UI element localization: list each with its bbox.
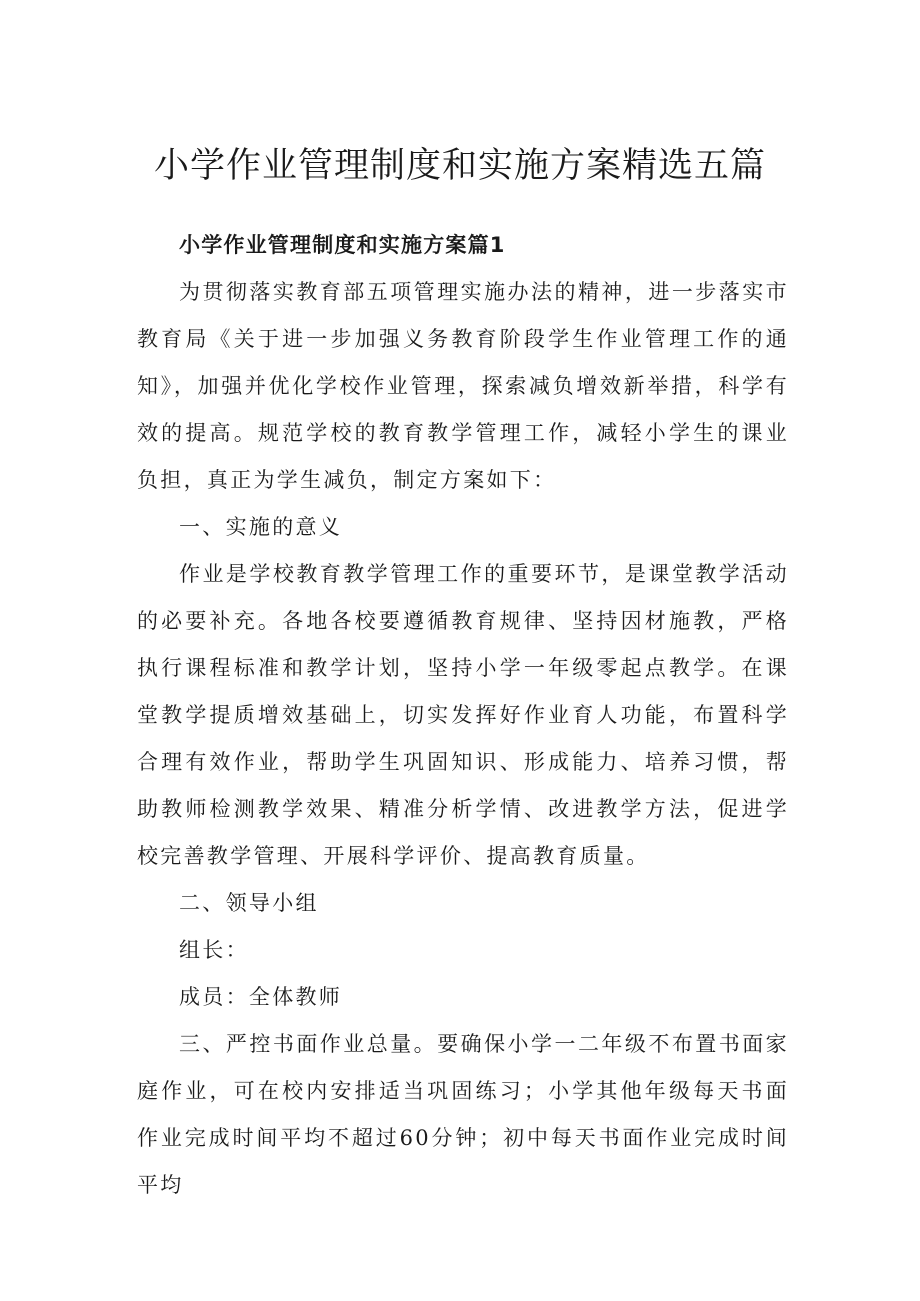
paragraph-homework-control: 三、严控书面作业总量。要确保小学一二年级不布置书面家庭作业，可在校内安排适当巩固练习；小学其他年级每天书面作业完成时间平均不超过60分钟；初中每天书面作业完成时间平均 bbox=[137, 1032, 789, 1197]
heading-leadership-group: 二、领导小组 bbox=[179, 891, 319, 915]
paragraph-intro: 为贯彻落实教育部五项管理实施办法的精神，进一步落实市教育局《关于进一步加强义务教育阶段学生作业管理工作的通知》，加强并优化学校作业管理，探索减负增效新举措，科学有效的提高。规范学校的教育教学管理工作，减轻小学生的课业负担，真正为学生减负，制定方案如下： bbox=[137, 280, 789, 492]
leader-line: 组长： bbox=[179, 938, 249, 962]
document-body bbox=[137, 222, 789, 1209]
document-title: 小学作业管理制度和实施方案精选五篇 bbox=[153, 146, 766, 186]
heading-significance: 一、实施的意义 bbox=[179, 515, 343, 539]
paragraph-significance: 作业是学校教育教学管理工作的重要环节，是课堂教学活动的必要补充。各地各校要遵循教育规律、坚持因材施教，严格执行课程标准和教学计划，坚持小学一年级零起点教学。在课堂教学提质增效基础上，切实发挥好作业育人功能，布置科学合理有效作业，帮助学生巩固知识、形成能力、培养习惯，帮助教师检测教学效果、精准分析学情、改进教学方法，促进学校完善教学管理、开展科学评价、提高教育质量。 bbox=[137, 562, 789, 868]
members-line: 成员：全体教师 bbox=[179, 985, 343, 1009]
section-heading: 小学作业管理制度和实施方案篇1 bbox=[179, 233, 506, 257]
